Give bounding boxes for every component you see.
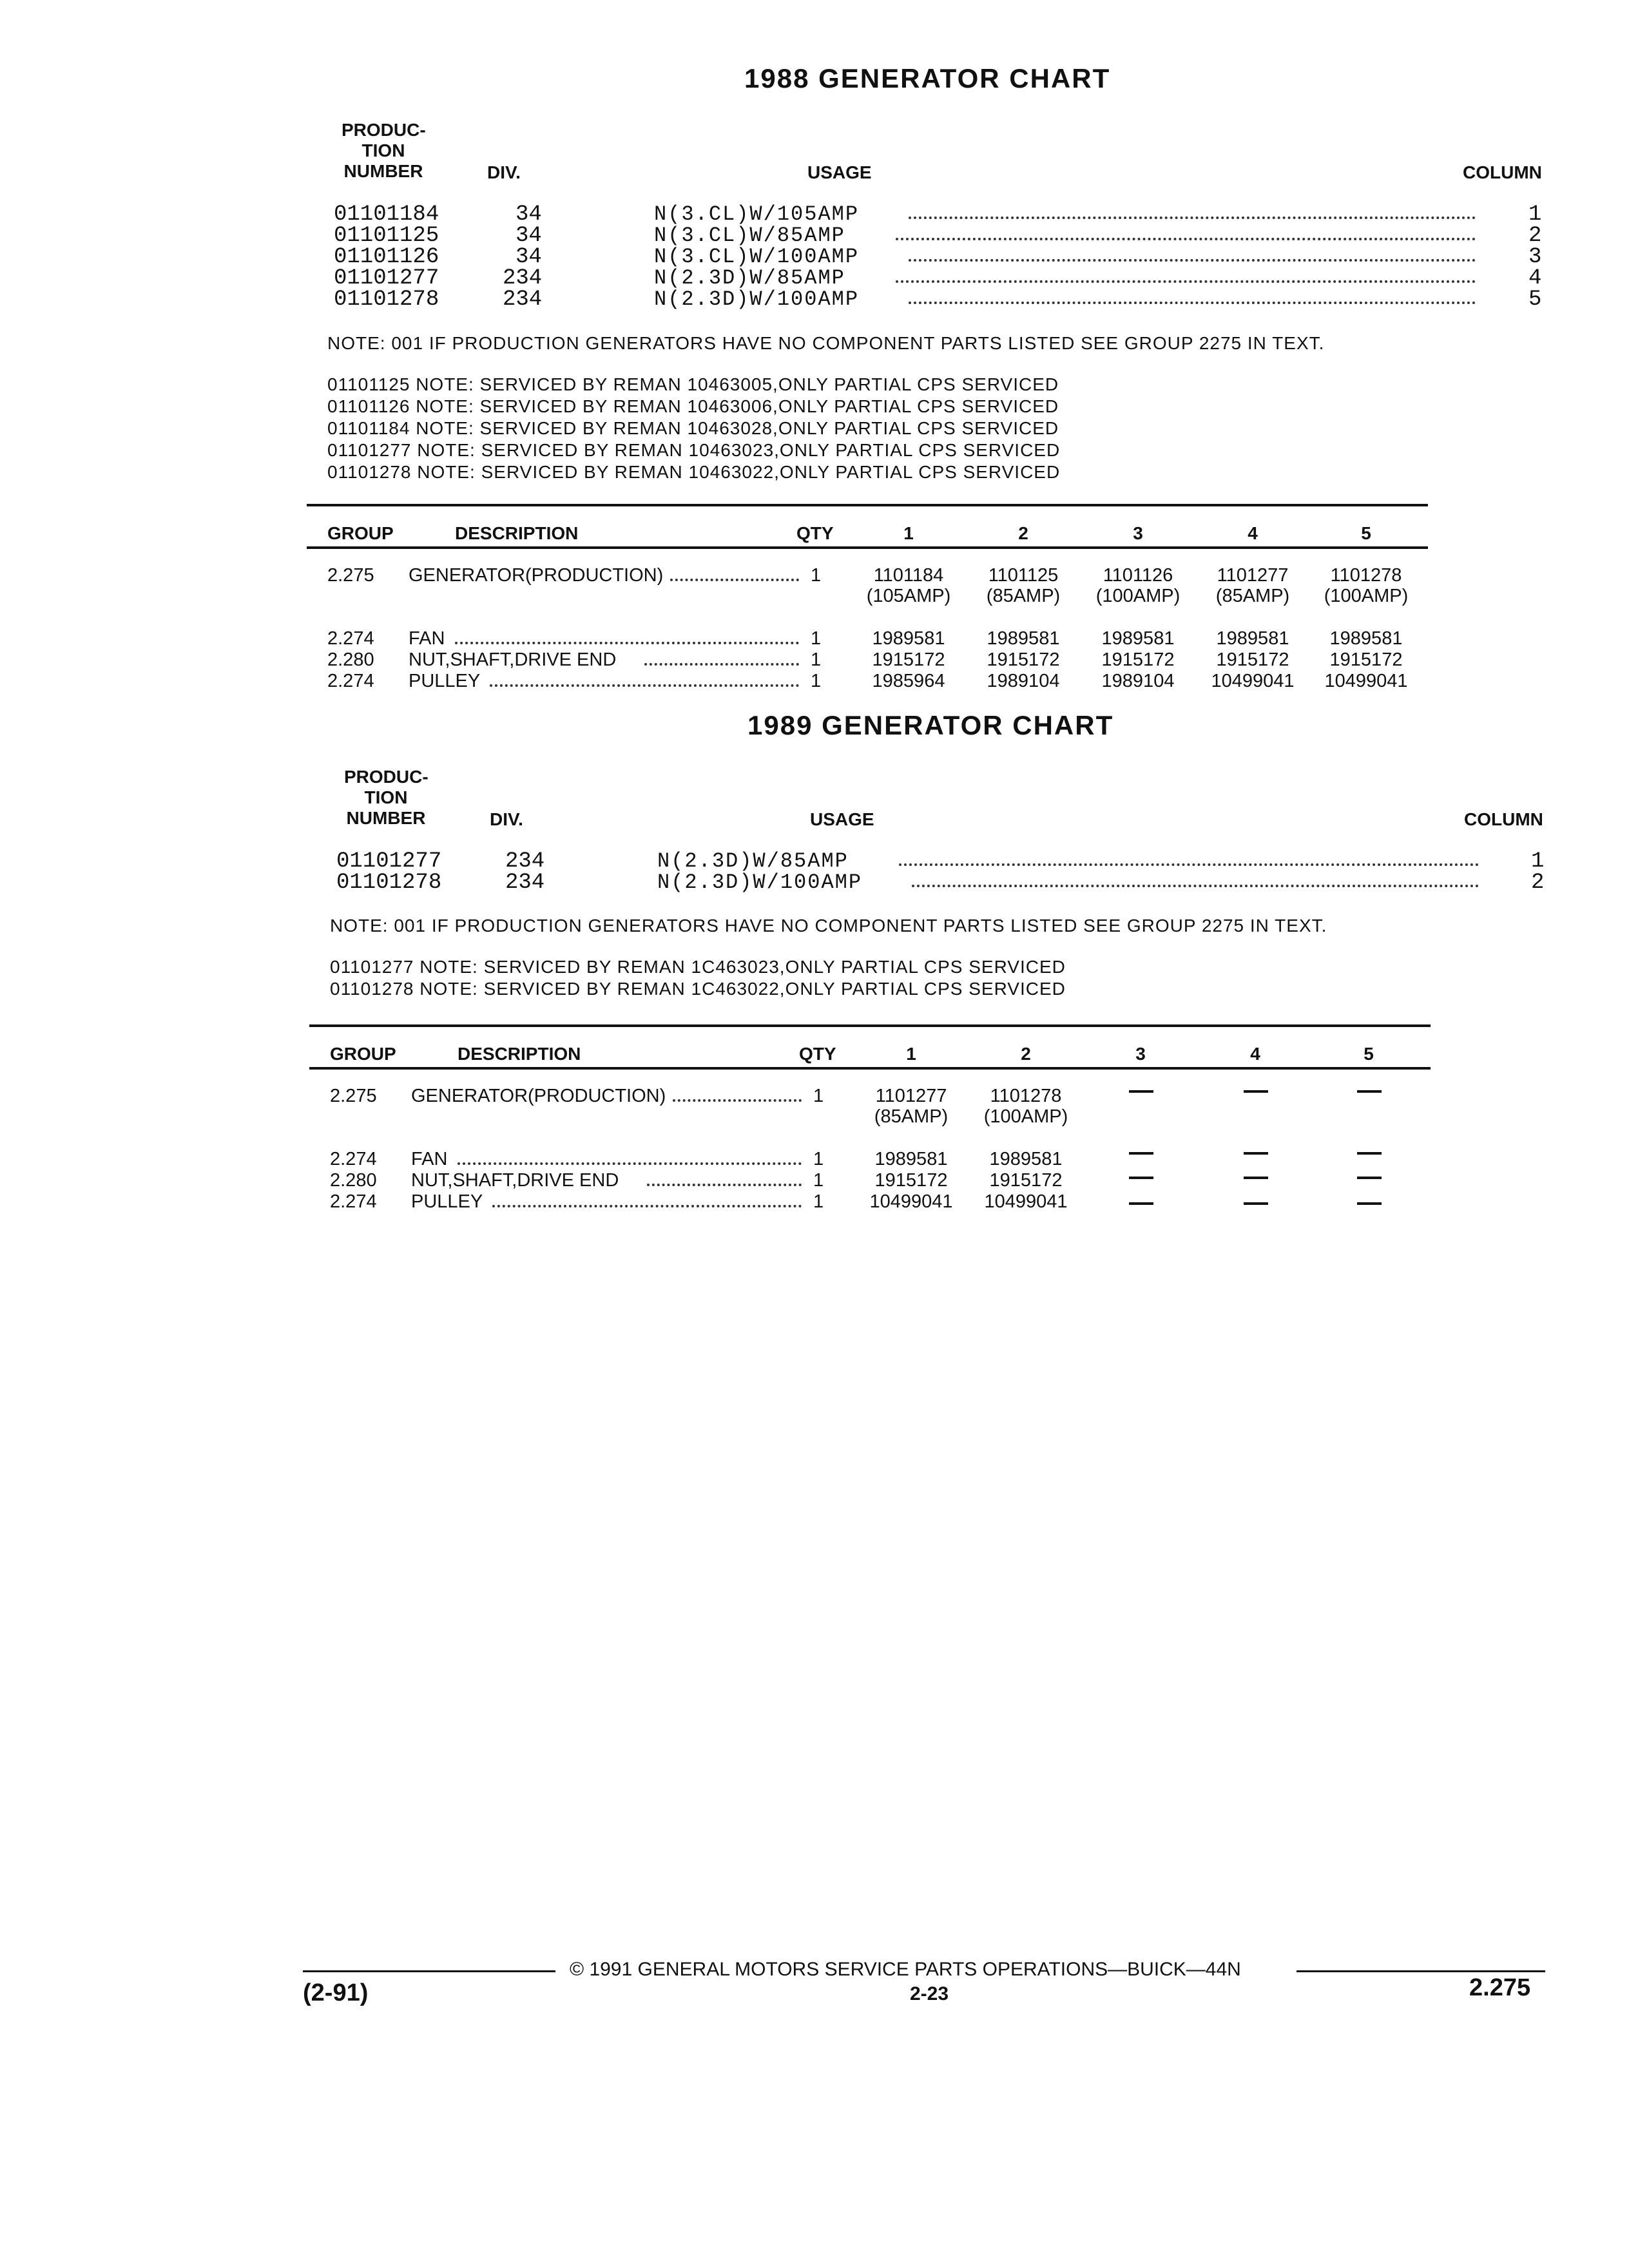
cell-description: GENERATOR(PRODUCTION) — [411, 1086, 666, 1106]
reman-note: 01101277 NOTE: SERVICED BY REMAN 1C463023,ONLY PARTIAL CPS SERVICED — [330, 957, 1066, 977]
empty-dash — [1244, 1090, 1268, 1093]
production-row — [0, 246, 1547, 268]
cell-col-3: 1989104 — [1101, 671, 1175, 691]
column-number: 1 — [1531, 849, 1545, 874]
leader-dots — [490, 684, 799, 687]
production-row — [0, 850, 1547, 872]
cell-qty: 1 — [811, 671, 822, 691]
column-number: 5 — [1528, 287, 1542, 312]
cell-group: 2.274 — [327, 628, 374, 649]
usage: N(2.3D)W/85AMP — [657, 849, 849, 873]
column-number: 1 — [1528, 202, 1542, 227]
reman-note: 01101277 NOTE: SERVICED BY REMAN 10463023,ONLY PARTIAL CPS SERVICED — [327, 440, 1061, 460]
empty-dash — [1244, 1177, 1268, 1179]
leader-dots — [896, 280, 1476, 283]
cell-group: 2.280 — [330, 1170, 377, 1191]
division: 34 — [516, 245, 542, 269]
table-header-rule — [307, 546, 1428, 549]
cell-qty: 1 — [813, 1191, 824, 1212]
cell-description: NUT,SHAFT,DRIVE END — [409, 649, 617, 670]
cell-description: FAN — [409, 628, 445, 649]
section-title: 1988 GENERATOR CHART — [744, 63, 1111, 93]
cell-col-1: 1915172 — [872, 649, 945, 670]
cell-amp-3: (100AMP) — [1095, 586, 1181, 606]
header-usage: USAGE — [807, 162, 872, 182]
leader-dots — [647, 1184, 802, 1186]
empty-dash — [1357, 1152, 1382, 1155]
production-number: 01101277 — [334, 266, 439, 291]
header-usage: USAGE — [810, 809, 874, 829]
cell-col-3: 1915172 — [1101, 649, 1175, 670]
th-group: GROUP — [327, 523, 394, 543]
division: 34 — [516, 202, 542, 227]
cell-col-2: 1989104 — [987, 671, 1060, 691]
cell-group: 2.274 — [330, 1191, 377, 1212]
empty-dash — [1129, 1202, 1153, 1205]
production-number: 01101278 — [336, 870, 442, 895]
production-number: 01101125 — [334, 224, 439, 248]
cell-amp-2: (85AMP) — [986, 586, 1061, 606]
cell-col-5: 1989581 — [1329, 628, 1403, 649]
cell-amp-4: (85AMP) — [1215, 586, 1290, 606]
cell-qty: 1 — [811, 565, 822, 586]
production-number: 01101184 — [334, 202, 439, 227]
empty-dash — [1244, 1152, 1268, 1155]
usage: N(3.CL)W/105AMP — [654, 202, 860, 226]
leader-dots — [455, 642, 799, 644]
reman-notes — [327, 374, 1060, 483]
cell-col-1: 1989581 — [874, 1149, 948, 1169]
table-header-rule — [309, 1067, 1431, 1070]
cell-description: NUT,SHAFT,DRIVE END — [411, 1170, 619, 1191]
cell-qty: 1 — [813, 1170, 824, 1191]
section-title: 1989 GENERATOR CHART — [747, 710, 1114, 740]
usage: N(2.3D)W/85AMP — [654, 266, 845, 290]
usage: N(2.3D)W/100AMP — [654, 287, 860, 311]
leader-dots — [896, 238, 1476, 240]
leader-dots — [673, 1099, 802, 1102]
reman-notes — [330, 956, 1066, 1000]
leader-dots — [458, 1162, 802, 1165]
cell-group: 2.275 — [327, 565, 374, 586]
th-col-5: 5 — [1361, 523, 1371, 543]
column-number: 2 — [1531, 870, 1545, 895]
th-col-1: 1 — [903, 523, 914, 543]
cell-amp-5: (100AMP) — [1324, 586, 1409, 606]
th-col-3: 3 — [1133, 523, 1143, 543]
cell-col-3: 1989581 — [1101, 628, 1175, 649]
usage: N(3.CL)W/100AMP — [654, 245, 860, 269]
cell-amp-1: (105AMP) — [866, 586, 951, 606]
cell-group: 2.275 — [330, 1086, 377, 1106]
reman-note: 01101278 NOTE: SERVICED BY REMAN 10463022,ONLY PARTIAL CPS SERVICED — [327, 462, 1061, 482]
empty-dash — [1357, 1177, 1382, 1179]
reman-note: 01101126 NOTE: SERVICED BY REMAN 10463006,ONLY PARTIAL CPS SERVICED — [327, 396, 1059, 416]
footer-rule-left — [303, 1970, 555, 1972]
production-number: 01101126 — [334, 245, 439, 269]
cell-col-2: 1101278 — [990, 1086, 1062, 1106]
section-number: 2.275 — [1469, 1974, 1531, 2001]
cell-col-5: 10499041 — [1324, 671, 1408, 691]
cell-col-3: 1101126 — [1103, 565, 1173, 586]
cell-group: 2.280 — [327, 649, 374, 670]
cell-group: 2.274 — [327, 671, 374, 691]
cell-description: GENERATOR(PRODUCTION) — [409, 565, 664, 586]
th-col-1: 1 — [906, 1044, 916, 1064]
production-number: 01101278 — [334, 287, 439, 312]
production-row — [0, 267, 1547, 289]
cell-qty: 1 — [813, 1086, 824, 1106]
th-group: GROUP — [330, 1044, 396, 1064]
cell-col-1: 1101184 — [873, 565, 944, 586]
usage: N(3.CL)W/85AMP — [654, 224, 845, 247]
cell-col-2: 1989581 — [989, 1149, 1063, 1169]
table-top-rule — [307, 504, 1428, 506]
column-number: 2 — [1528, 224, 1542, 248]
cell-qty: 1 — [811, 649, 822, 670]
cell-qty: 1 — [811, 628, 822, 649]
production-row — [0, 289, 1547, 311]
leader-dots — [912, 885, 1479, 887]
header-column: COLUMN — [1464, 809, 1543, 829]
cell-description: FAN — [411, 1149, 448, 1169]
th-col-4: 4 — [1248, 523, 1258, 543]
cell-col-1: 10499041 — [869, 1191, 953, 1212]
empty-dash — [1129, 1090, 1153, 1093]
cell-qty: 1 — [813, 1149, 824, 1169]
cell-col-5: 1915172 — [1329, 649, 1403, 670]
cell-col-2: 10499041 — [984, 1191, 1068, 1212]
production-row — [0, 204, 1547, 226]
leader-dots — [492, 1205, 802, 1207]
th-col-4: 4 — [1250, 1044, 1260, 1064]
reman-note: 01101125 NOTE: SERVICED BY REMAN 10463005,ONLY PARTIAL CPS SERVICED — [327, 374, 1059, 394]
cell-col-1: 1915172 — [874, 1170, 948, 1191]
th-col-2: 2 — [1021, 1044, 1031, 1064]
header-production-number: PRODUC- TION NUMBER — [342, 120, 426, 181]
empty-dash — [1357, 1090, 1382, 1093]
leader-dots — [670, 579, 799, 581]
usage: N(2.3D)W/100AMP — [657, 870, 863, 894]
column-number: 3 — [1528, 245, 1542, 269]
table-top-rule — [309, 1024, 1431, 1027]
cell-col-1: 1101277 — [875, 1086, 947, 1106]
division: 234 — [505, 849, 545, 874]
leader-dots — [909, 302, 1476, 304]
leader-dots — [909, 259, 1476, 262]
division: 34 — [516, 224, 542, 248]
cell-col-2: 1915172 — [987, 649, 1060, 670]
cell-col-4: 1101277 — [1217, 565, 1289, 586]
production-row — [0, 225, 1547, 247]
cell-col-2: 1989581 — [987, 628, 1060, 649]
cell-col-2: 1101125 — [988, 565, 1059, 586]
division: 234 — [503, 266, 543, 291]
empty-dash — [1244, 1202, 1268, 1205]
th-description: DESCRIPTION — [458, 1044, 581, 1064]
header-div: DIV. — [487, 162, 521, 182]
cell-col-4: 1915172 — [1216, 649, 1289, 670]
footer-rule-right — [1296, 1970, 1545, 1972]
cell-col-5: 1101278 — [1330, 565, 1402, 586]
cell-col-4: 10499041 — [1211, 671, 1295, 691]
th-col-3: 3 — [1135, 1044, 1146, 1064]
cell-group: 2.274 — [330, 1149, 377, 1169]
cell-col-2: 1915172 — [989, 1170, 1063, 1191]
cell-col-4: 1989581 — [1216, 628, 1289, 649]
production-row — [0, 872, 1547, 894]
division: 234 — [505, 870, 545, 895]
leader-dots — [909, 216, 1476, 219]
th-col-5: 5 — [1364, 1044, 1374, 1064]
leader-dots — [899, 863, 1479, 866]
empty-dash — [1129, 1177, 1153, 1179]
cell-amp-1: (85AMP) — [874, 1106, 949, 1127]
header-div: DIV. — [490, 809, 523, 829]
header-column: COLUMN — [1463, 162, 1542, 182]
th-qty: QTY — [796, 523, 834, 543]
note-001: NOTE: 001 IF PRODUCTION GENERATORS HAVE NO COMPONENT PARTS LISTED SEE GROUP 2275 IN TEXT. — [330, 916, 1327, 936]
cell-description: PULLEY — [409, 671, 481, 691]
division: 234 — [503, 287, 543, 312]
th-description: DESCRIPTION — [455, 523, 579, 543]
reman-note: 01101278 NOTE: SERVICED BY REMAN 1C463022,ONLY PARTIAL CPS SERVICED — [330, 979, 1066, 999]
empty-dash — [1129, 1152, 1153, 1155]
leader-dots — [644, 663, 799, 666]
page-number: 2-23 — [910, 1983, 949, 2004]
th-col-2: 2 — [1018, 523, 1028, 543]
header-production-number: PRODUC- TION NUMBER — [344, 767, 429, 828]
note-001: NOTE: 001 IF PRODUCTION GENERATORS HAVE NO COMPONENT PARTS LISTED SEE GROUP 2275 IN TEXT. — [327, 333, 1325, 353]
copyright: © 1991 GENERAL MOTORS SERVICE PARTS OPERATIONS—BUICK—44N — [570, 1959, 1241, 1980]
cell-col-1: 1985964 — [872, 671, 945, 691]
reman-note: 01101184 NOTE: SERVICED BY REMAN 10463028,ONLY PARTIAL CPS SERVICED — [327, 418, 1059, 438]
cell-col-1: 1989581 — [872, 628, 945, 649]
cell-amp-2: (100AMP) — [983, 1106, 1068, 1127]
empty-dash — [1357, 1202, 1382, 1205]
date-code: (2-91) — [303, 1979, 369, 2006]
production-number: 01101277 — [336, 849, 442, 874]
column-number: 4 — [1528, 266, 1542, 291]
th-qty: QTY — [799, 1044, 836, 1064]
cell-description: PULLEY — [411, 1191, 483, 1212]
